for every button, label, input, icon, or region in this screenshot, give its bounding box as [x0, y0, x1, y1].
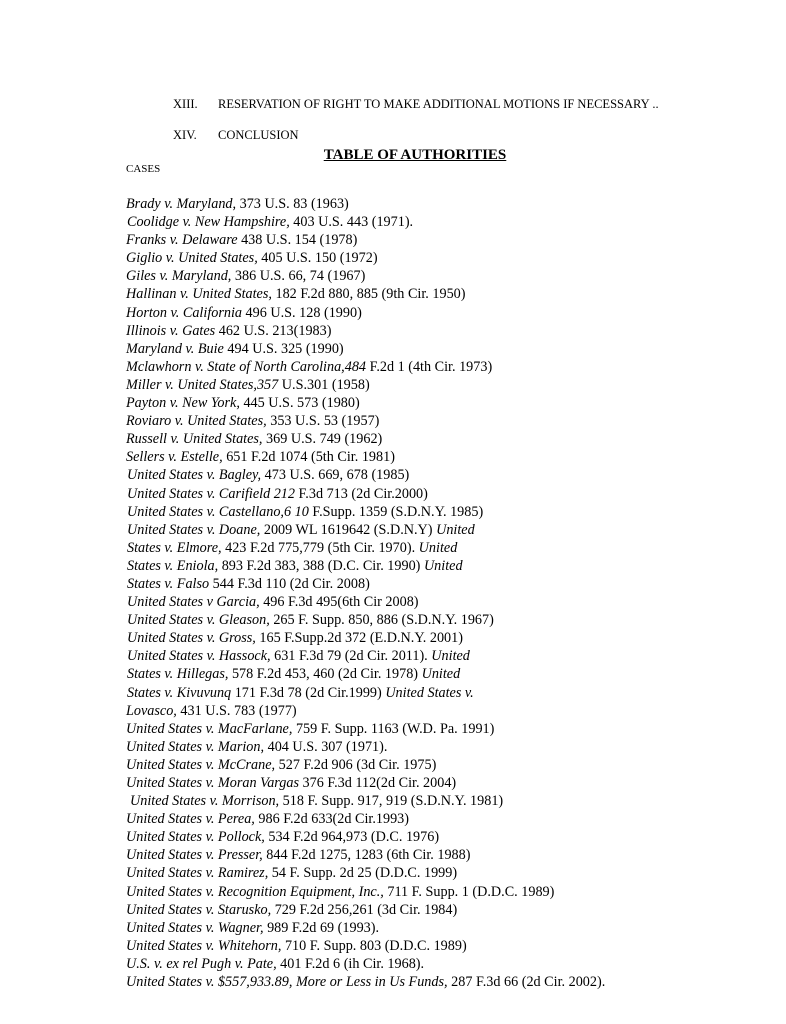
case-name: United States v. Moran Vargas — [126, 775, 299, 791]
case-citation — [126, 322, 605, 340]
case-name: States v. Eniola, — [127, 557, 219, 574]
toc-text: CONCLUSION — [218, 128, 299, 142]
case-citation — [126, 629, 605, 647]
toc-entry-xiv — [173, 128, 299, 143]
case-name: United States v. Gross, — [127, 630, 256, 647]
case-name: United States v. McCrane, — [126, 756, 276, 773]
case-name: United States v. Castellano,6 10 — [127, 503, 309, 520]
case-reporter: 759 F. Supp. 1163 (W.D. Pa. 1991) — [292, 720, 495, 737]
case-name: United States v. Marion, — [126, 738, 265, 755]
case-name: Giglio v. United States, — [126, 250, 258, 267]
case-citation — [126, 593, 605, 611]
case-name: Mclawhorn v. State of North Carolina,484 — [126, 358, 367, 375]
toc-entry-xiii — [173, 97, 659, 112]
case-name: United States v. Presser, — [126, 847, 263, 864]
case-name: United States v. Pollock, — [126, 829, 265, 846]
case-citation — [126, 575, 605, 593]
case-name: United States v. Morrison, — [130, 793, 280, 810]
case-citation — [126, 883, 605, 901]
case-reporter: F.2d 1 (4th Cir. 1973) — [366, 358, 493, 375]
case-citation — [126, 955, 605, 973]
case-citation — [126, 539, 605, 557]
case-reporter: 711 F. Supp. 1 (D.D.C. 1989) — [383, 883, 555, 900]
toc-number: XIV. — [173, 128, 197, 142]
case-name: Maryland v. Buie — [126, 340, 224, 357]
case-reporter: 438 U.S. 154 (1978) — [237, 232, 358, 249]
case-name: States v. Kivuvunq — [127, 684, 232, 701]
case-name-continued: United — [420, 557, 463, 574]
case-name: U.S. v. ex rel Pugh v. Pate, — [126, 955, 277, 972]
case-citation — [126, 919, 605, 937]
page-title: TABLE OF AUTHORITIES — [323, 147, 507, 163]
case-citation — [126, 756, 605, 774]
case-reporter: 405 U.S. 150 (1972) — [257, 250, 378, 267]
case-name: Coolidge v. New Hampshire, — [127, 214, 290, 231]
case-citation — [126, 231, 605, 249]
case-name: Brady v. Maryland, — [126, 196, 237, 212]
section-label-cases: CASES — [126, 163, 161, 175]
case-reporter-continued: (ih Cir. 1968). — [343, 955, 425, 972]
case-citation — [126, 828, 605, 846]
case-reporter: 631 F.3d 79 (2d Cir. 2011). — [270, 648, 428, 665]
case-name: Horton v. California — [126, 304, 242, 321]
case-citation — [126, 340, 605, 358]
case-reporter: 182 F.2d 880, 885 (9th Cir. 1950) — [271, 286, 466, 303]
case-citation — [126, 611, 605, 629]
case-reporter: 2009 WL 1619642 (S.D.N.Y) — [260, 521, 433, 538]
case-reporter: 544 F.3d 110 (2d Cir. 2008) — [209, 575, 370, 592]
case-reporter: 710 F. Supp. 803 (D.D.C. 1989) — [281, 937, 467, 954]
case-reporter: 353 U.S. 53 (1957) — [266, 413, 380, 430]
case-citation — [126, 702, 605, 720]
case-citation — [126, 846, 605, 864]
case-reporter: 844 F.2d 1275, 1283 (6th Cir. 1988) — [262, 847, 471, 864]
case-name-continued: United — [432, 521, 475, 538]
case-citation — [126, 304, 605, 322]
case-name: United States v. MacFarlane, — [126, 720, 293, 737]
case-list — [126, 195, 605, 991]
case-citation — [126, 358, 605, 376]
case-citation — [126, 973, 605, 991]
case-citation — [126, 448, 605, 466]
case-name: Giles v. Maryland, — [126, 268, 232, 285]
case-reporter: 518 F. Supp. 917, 919 (S.D.N.Y. 1981) — [279, 793, 504, 810]
case-reporter: 986 F.2d 633(2d Cir.1993) — [254, 811, 409, 828]
toc-number: XIII. — [173, 97, 198, 111]
case-citation — [126, 901, 605, 919]
case-reporter: 423 F.2d 775,779 (5th Cir. 1970). — [221, 539, 416, 556]
case-name: United States v. Hassock, — [127, 648, 271, 665]
case-name: United States v Garcia, — [127, 594, 260, 611]
case-name: Lovasco, — [126, 702, 177, 719]
case-reporter: 54 F. Supp. 2d 25 (D.D.C. 1999) — [268, 865, 458, 882]
case-reporter: 376 F.3d 112(2d Cir. 2004) — [299, 775, 457, 791]
case-name: Russell v. United States, — [126, 431, 263, 448]
case-reporter: 445 U.S. 573 (1980) — [239, 395, 360, 412]
case-reporter: 171 F.3d 78 (2d Cir.1999) — [231, 684, 382, 701]
case-citation — [126, 285, 605, 303]
case-reporter: 527 F.2d 906 (3d Cir. 1975) — [275, 756, 437, 773]
case-citation — [126, 195, 605, 213]
case-citation — [126, 466, 605, 484]
case-reporter: 989 F.2d 69 (1993). — [263, 919, 380, 936]
case-reporter: 473 U.S. 669, 678 (1985) — [261, 467, 410, 484]
case-name: Payton v. New York, — [126, 395, 240, 412]
case-name: States v. Hillegas, — [127, 666, 229, 683]
case-name: United States v. Recognition Equipment, Inc., — [126, 883, 384, 900]
case-citation — [126, 213, 605, 231]
case-reporter: 287 F.3d 66 (2d Cir. 2002). — [447, 974, 606, 991]
case-name: United States v. Doane, — [127, 521, 261, 538]
case-name: United States v. Bagley, — [127, 467, 262, 484]
case-citation — [126, 792, 605, 810]
case-name: United States v. Ramirez, — [126, 865, 269, 882]
case-name-continued: United States v. — [381, 684, 474, 701]
case-citation — [126, 738, 605, 756]
case-name: United States v. Gleason, — [127, 612, 270, 629]
case-reporter: 534 F.2d 964,973 (D.C. 1976) — [264, 829, 440, 846]
case-name: Hallinan v. United States, — [126, 286, 272, 303]
case-name-continued: United — [418, 666, 461, 683]
case-reporter: 403 U.S. 443 (1971). — [289, 214, 414, 231]
case-reporter: 496 U.S. 128 (1990) — [242, 304, 362, 321]
case-citation — [126, 376, 605, 394]
case-reporter: 462 U.S. 213(1983) — [215, 322, 332, 339]
toc-text: RESERVATION OF RIGHT TO MAKE ADDITIONAL MOTIONS IF NECESSARY .. — [218, 97, 659, 111]
case-name: Miller v. United States,357 — [126, 376, 279, 393]
case-citation — [126, 394, 605, 412]
case-reporter: 578 F.2d 453, 460 (2d Cir. 1978) — [228, 666, 419, 683]
case-reporter: 373 U.S. 83 (1963) — [236, 196, 349, 212]
case-reporter: 494 U.S. 325 (1990) — [223, 340, 344, 357]
case-citation — [126, 249, 605, 267]
case-name: Sellers v. Estelle, — [126, 449, 223, 466]
case-citation — [126, 665, 605, 683]
case-name-continued: United — [415, 539, 458, 556]
case-reporter: 431 U.S. 783 (1977) — [176, 702, 297, 719]
case-citation — [126, 503, 605, 521]
case-reporter: U.S.301 (1958) — [278, 376, 370, 393]
case-citation — [126, 557, 605, 575]
case-name: United States v. Carifield 212 — [127, 485, 295, 502]
case-name: United States v. Whitehorn, — [126, 937, 282, 954]
case-reporter: 496 F.3d 495(6th Cir 2008) — [259, 594, 419, 611]
case-citation — [126, 521, 605, 539]
case-reporter: 401 F.2d 6 — [276, 955, 344, 972]
case-name: Roviaro v. United States, — [126, 413, 267, 430]
case-citation — [126, 412, 605, 430]
case-name: States v. Elmore, — [127, 539, 222, 556]
case-name: United States v. Perea, — [126, 811, 255, 828]
case-reporter: 386 U.S. 66, 74 (1967) — [231, 268, 366, 285]
case-citation — [126, 684, 605, 702]
case-reporter: 651 F.2d 1074 (5th Cir. 1981) — [222, 449, 395, 466]
case-name: United States v. $557,933.89, More or Less in Us Funds, — [126, 974, 448, 991]
case-name: Illinois v. Gates — [126, 322, 216, 339]
case-citation — [126, 937, 605, 955]
case-name: States v. Falso — [127, 575, 210, 592]
case-name: United States v. Starusko, — [126, 901, 272, 918]
case-name: Franks v. Delaware — [126, 232, 238, 249]
case-citation — [126, 720, 605, 738]
case-reporter: 369 U.S. 749 (1962) — [262, 431, 383, 448]
case-citation — [126, 430, 605, 448]
case-citation — [126, 485, 605, 503]
case-name-continued: United — [427, 648, 470, 665]
case-name: United States v. Wagner, — [126, 919, 264, 936]
case-citation — [126, 647, 605, 665]
case-reporter: 404 U.S. 307 (1971). — [264, 738, 388, 755]
case-reporter: 165 F.Supp.2d 372 (E.D.N.Y. 2001) — [255, 630, 463, 647]
case-reporter: 265 F. Supp. 850, 886 (S.D.N.Y. 1967) — [269, 612, 494, 629]
case-citation — [126, 864, 605, 882]
case-citation — [126, 267, 605, 285]
case-citation — [126, 774, 605, 792]
case-reporter: F.3d 713 (2d Cir.2000) — [295, 485, 428, 502]
case-reporter: 729 F.2d 256,261 (3d Cir. 1984) — [271, 901, 458, 918]
case-reporter: F.Supp. 1359 (S.D.N.Y. 1985) — [308, 503, 484, 520]
case-reporter: 893 F.2d 383, 388 (D.C. Cir. 1990) — [218, 557, 421, 574]
case-citation — [126, 810, 605, 828]
